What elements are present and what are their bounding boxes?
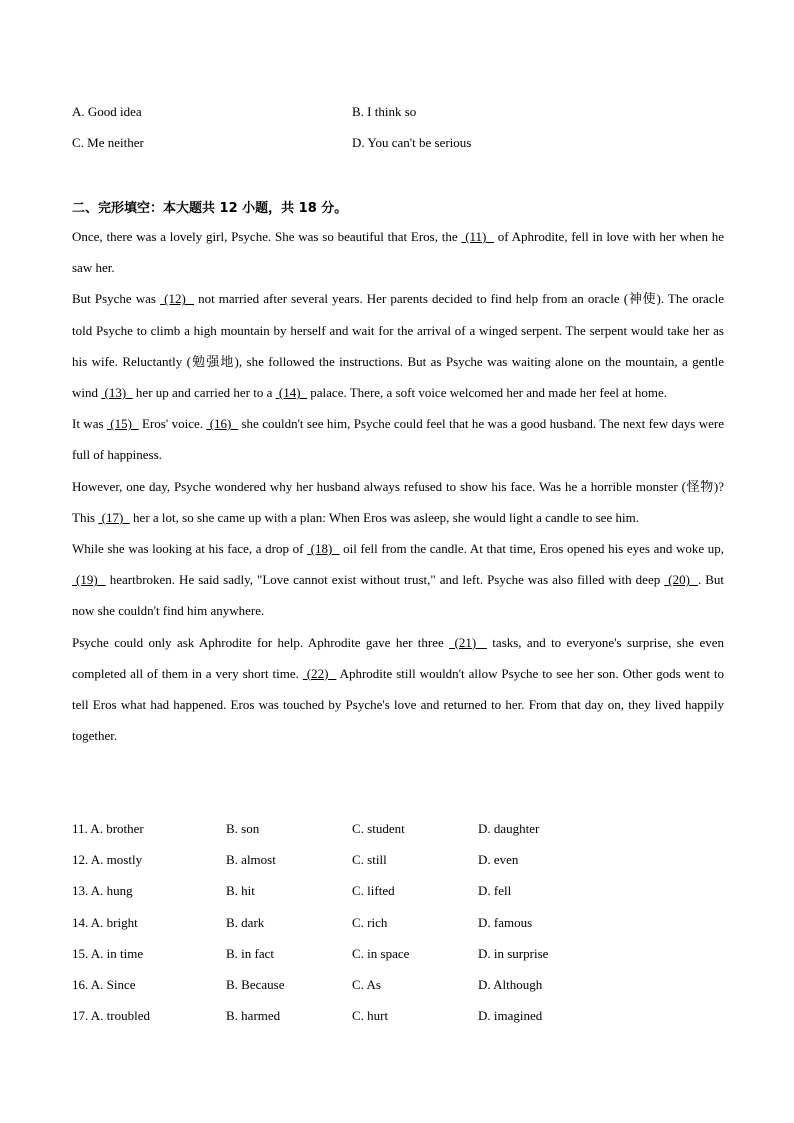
- option-d: D. You can't be serious: [352, 135, 472, 150]
- blank-number: (22): [302, 665, 337, 681]
- passage-text: However, one day, Psyche wondered why her husband always refused to show his face. Was he a horrible monster (怪物)? This: [72, 478, 724, 525]
- section-heading: 二、完形填空：本大题共 12 小题，共 18 分。: [72, 201, 348, 216]
- blank-number: (13): [101, 385, 133, 401]
- question-row: [72, 852, 724, 872]
- passage-paragraph: [72, 221, 724, 283]
- option-b: B. hit: [226, 883, 255, 899]
- question-number-option-a: 16. A. Since: [72, 977, 136, 992]
- prev-options-row-2: [72, 135, 724, 155]
- option-c: C. hurt: [352, 1008, 389, 1024]
- question-row: [72, 946, 724, 966]
- passage-text: Psyche could only ask Aphrodite for help. Aphrodite gave her three: [72, 634, 450, 650]
- passage-paragraph: [72, 471, 724, 533]
- question-row: [72, 977, 724, 997]
- option-b: B. dark: [226, 914, 265, 930]
- option-d: D. fell: [478, 883, 512, 899]
- passage-text: Once, there was a lovely girl, Psyche. She was so beautiful that Eros, the: [72, 229, 462, 244]
- passage-paragraph: [72, 627, 724, 752]
- blank-number: (18): [307, 541, 340, 557]
- question-row: [72, 915, 724, 935]
- passage-text: Aphrodite still wouldn't allow Psyche to see her son. Other gods went to tell Eros what had happened. Eros was touched by Psyche's love and returned to her. From that day on, they lived happily together.: [72, 665, 724, 744]
- option-c: C. still: [352, 852, 387, 868]
- question-number-option-a: 13. A. hung: [72, 883, 133, 899]
- blank-number: (19): [72, 572, 106, 588]
- passage-paragraph: [72, 408, 724, 470]
- option-b: B. son: [226, 821, 260, 836]
- passage-paragraph: [72, 533, 724, 627]
- question-number-option-a: 14. A. bright: [72, 914, 138, 930]
- option-b: B. in fact: [226, 945, 275, 961]
- passage-text: While she was looking at his face, a drop of: [72, 541, 308, 557]
- passage-text: her a lot, so she came up with a plan: When Eros was asleep, she would light a candle to see him.: [129, 509, 639, 525]
- option-d: D. famous: [478, 914, 533, 930]
- passage-text: tasks, and to everyone's surprise, she even completed all of them in a very short time.: [72, 634, 724, 681]
- prev-options-row-1: [72, 104, 724, 124]
- option-c: C. Me neither: [72, 135, 144, 150]
- passage-text: . But now she couldn't find him anywhere.: [72, 572, 724, 619]
- option-d: D. in surprise: [478, 945, 549, 961]
- question-row: [72, 1008, 724, 1028]
- blank-number: (14): [275, 385, 308, 401]
- question-row: [72, 821, 724, 841]
- passage-text: of Aphrodite, fell in love with her when he saw her.: [72, 229, 724, 276]
- option-c: C. student: [352, 821, 405, 836]
- blank-number: (20): [664, 572, 698, 588]
- option-c: C. As: [352, 977, 381, 992]
- blank-number: (17): [98, 509, 130, 525]
- option-d: D. even: [478, 852, 519, 868]
- option-a: A. Good idea: [72, 104, 142, 119]
- blank-number: (21): [449, 634, 487, 650]
- passage-text: not married after several years. Her parents decided to find help from an oracle (神使). The oracle told Psyche to climb a high mountain by herself and wait for the arrival of a winged serpent. The serpent would take her as his wife. Reluctantly (勉强地), she followed the instructions. But as Psyche was waiting alone on the mountain, a gentle wind: [72, 291, 724, 401]
- passage-text: It was: [72, 416, 107, 432]
- passage-text: she couldn't see him, Psyche could feel that he was a good husband. The next few days were full of happiness.: [72, 416, 724, 463]
- passage-text: palace. There, a soft voice welcomed her and made her feel at home.: [307, 385, 668, 401]
- cloze-passage: [72, 221, 724, 751]
- passage-paragraph: [72, 283, 724, 408]
- option-c: C. in space: [352, 945, 410, 961]
- blank-number: (16): [206, 416, 239, 432]
- blank-number: (12): [160, 291, 194, 307]
- option-c: C. lifted: [352, 883, 395, 899]
- option-b: B. harmed: [226, 1008, 281, 1024]
- blank-number: (15): [106, 416, 139, 432]
- question-number-option-a: 12. A. mostly: [72, 852, 143, 868]
- option-b: B. I think so: [352, 104, 417, 119]
- passage-text: heartbroken. He said sadly, "Love cannot exist without trust," and left. Psyche was also filled with deep: [105, 572, 665, 588]
- passage-text: Eros' voice.: [138, 416, 207, 432]
- option-d: D. imagined: [478, 1008, 543, 1024]
- question-number-option-a: 11. A. brother: [72, 821, 144, 836]
- option-d: D. Although: [478, 977, 543, 992]
- option-c: C. rich: [352, 914, 388, 930]
- passage-text: her up and carried her to a: [132, 385, 276, 401]
- option-b: B. Because: [226, 977, 285, 992]
- question-row: [72, 883, 724, 903]
- option-b: B. almost: [226, 852, 276, 868]
- question-number-option-a: 17. A. troubled: [72, 1008, 150, 1024]
- option-d: D. daughter: [478, 821, 540, 836]
- blank-number: (11): [461, 229, 494, 244]
- passage-text: But Psyche was: [72, 291, 161, 307]
- passage-text: oil fell from the candle. At that time, Eros opened his eyes and woke up,: [339, 541, 724, 557]
- question-number-option-a: 15. A. in time: [72, 945, 144, 961]
